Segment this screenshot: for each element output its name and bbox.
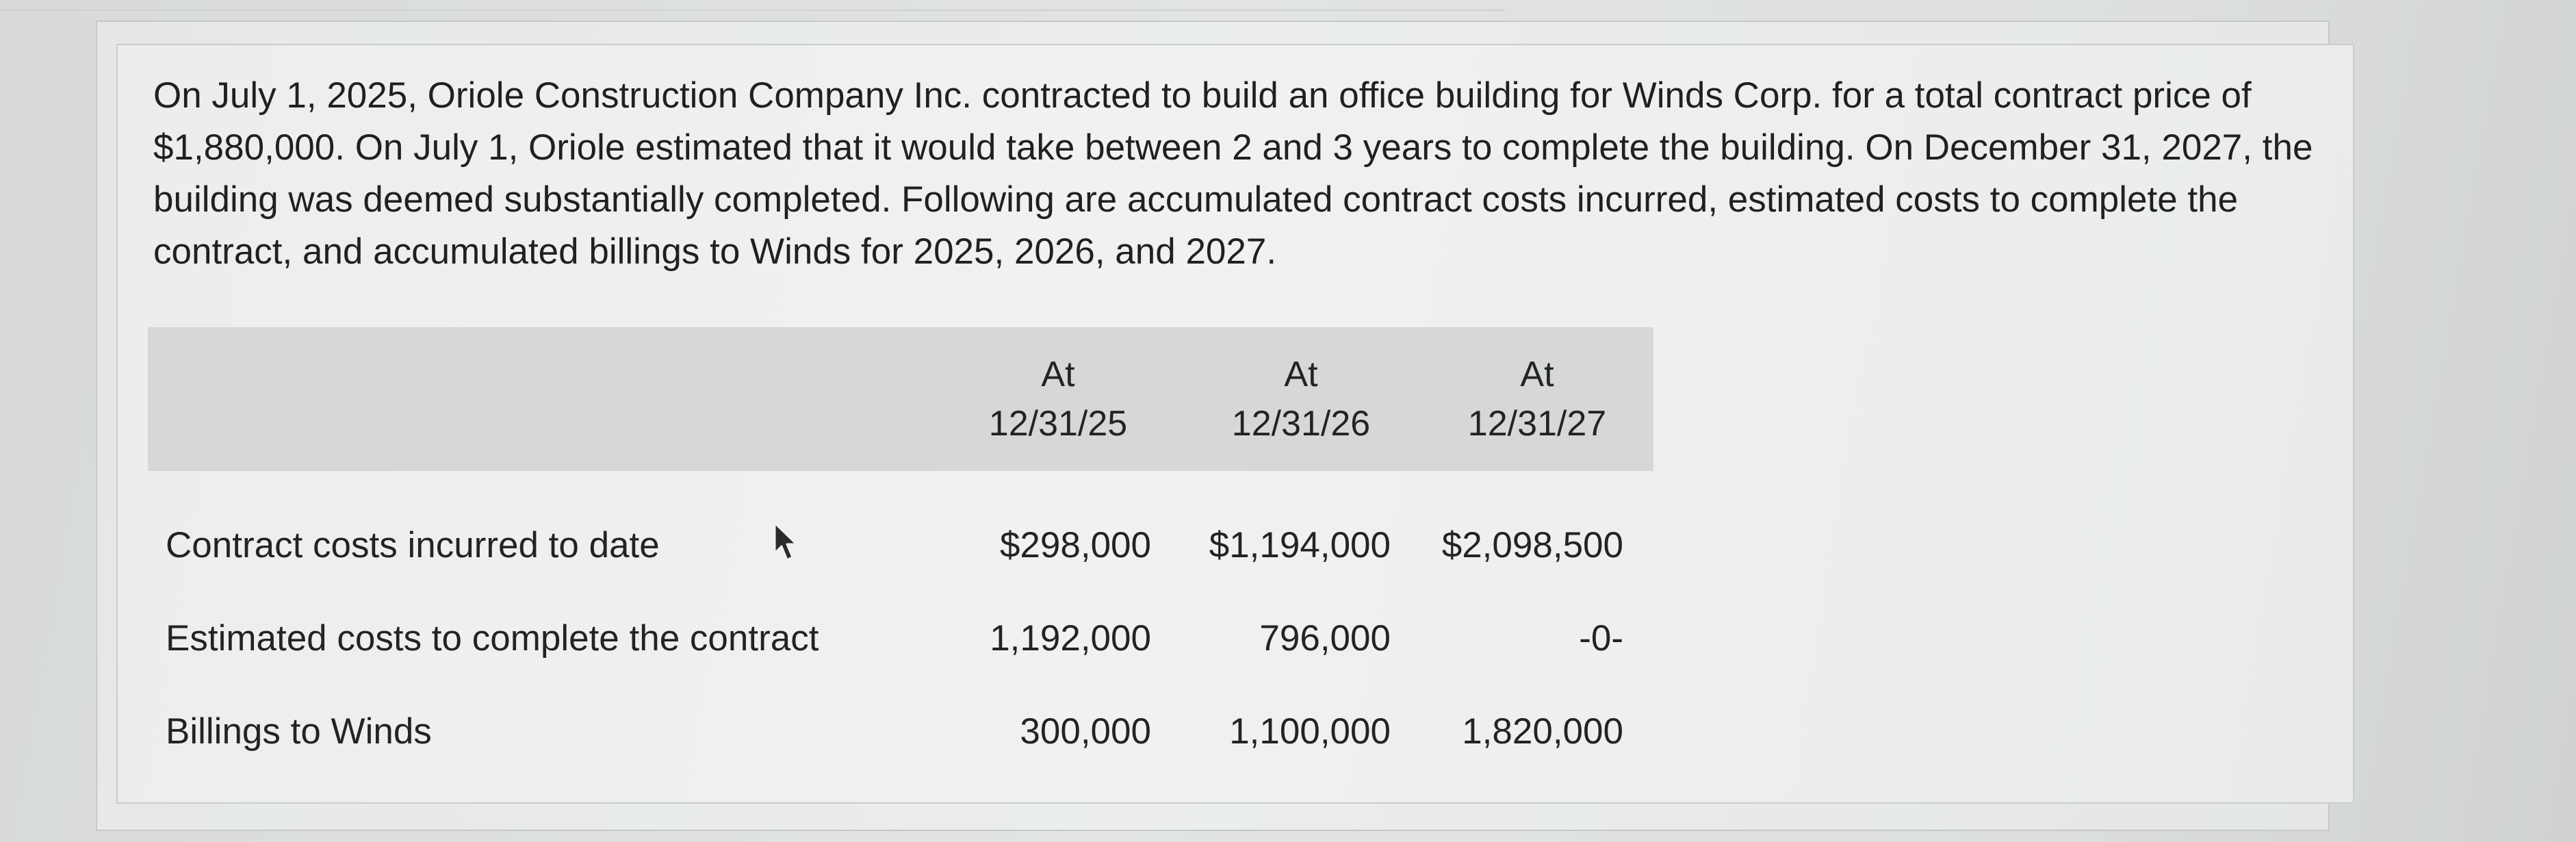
header-date-label: 12/31/27 [1467,404,1607,444]
cell-value: 300,000 [1020,711,1151,752]
header-date-label: 12/31/26 [1231,404,1371,444]
cell-value: 1,820,000 [1462,711,1623,752]
contract-data-table-container [148,327,1653,778]
cell-value: 1,100,000 [1229,711,1391,752]
header-col-2027 [1421,327,1653,471]
table-row [148,471,1653,591]
cell-value: 796,000 [1259,617,1391,659]
mouse-pointer-icon [772,522,799,563]
header-col-2025 [935,327,1181,471]
row-label-costs-incurred: Contract costs incurred to date [166,524,660,565]
cell-value: -0- [1579,617,1623,659]
cell-value: $298,000 [999,524,1151,565]
cell-value: 1,192,000 [990,617,1151,659]
table-header-row [148,327,1653,471]
header-at-label: At [1284,355,1318,394]
table-row [148,591,1653,685]
cell-value: $1,194,000 [1209,524,1391,565]
cell-value: $2,098,500 [1441,524,1623,565]
header-at-label: At [1520,355,1554,394]
top-divider [0,10,1506,11]
row-label-billings: Billings to Winds [166,711,432,752]
header-col-2026 [1181,327,1421,471]
header-empty-cell [148,327,935,471]
header-date-label: 12/31/25 [988,404,1128,444]
table-row [148,685,1653,778]
header-at-label: At [1041,355,1075,394]
problem-statement: On July 1, 2025, Oriole Construction Company Inc. contracted to build an office building for Winds Corp. for a total contract price of $1,880,000. On July 1, Oriole estimated that it would take between 2 and 3 years to complete the building. On December 31, 2027, the building was deemed substantially completed. Following are accumulated contract costs incurred, estimated costs to complete the contract, and accumulated billings to Winds for 2025, 2026, and 2027. [153,75,2313,272]
row-label-estimated-costs: Estimated costs to complete the contract [166,617,819,659]
question-card [116,44,2354,804]
contract-data-table [148,327,1653,778]
